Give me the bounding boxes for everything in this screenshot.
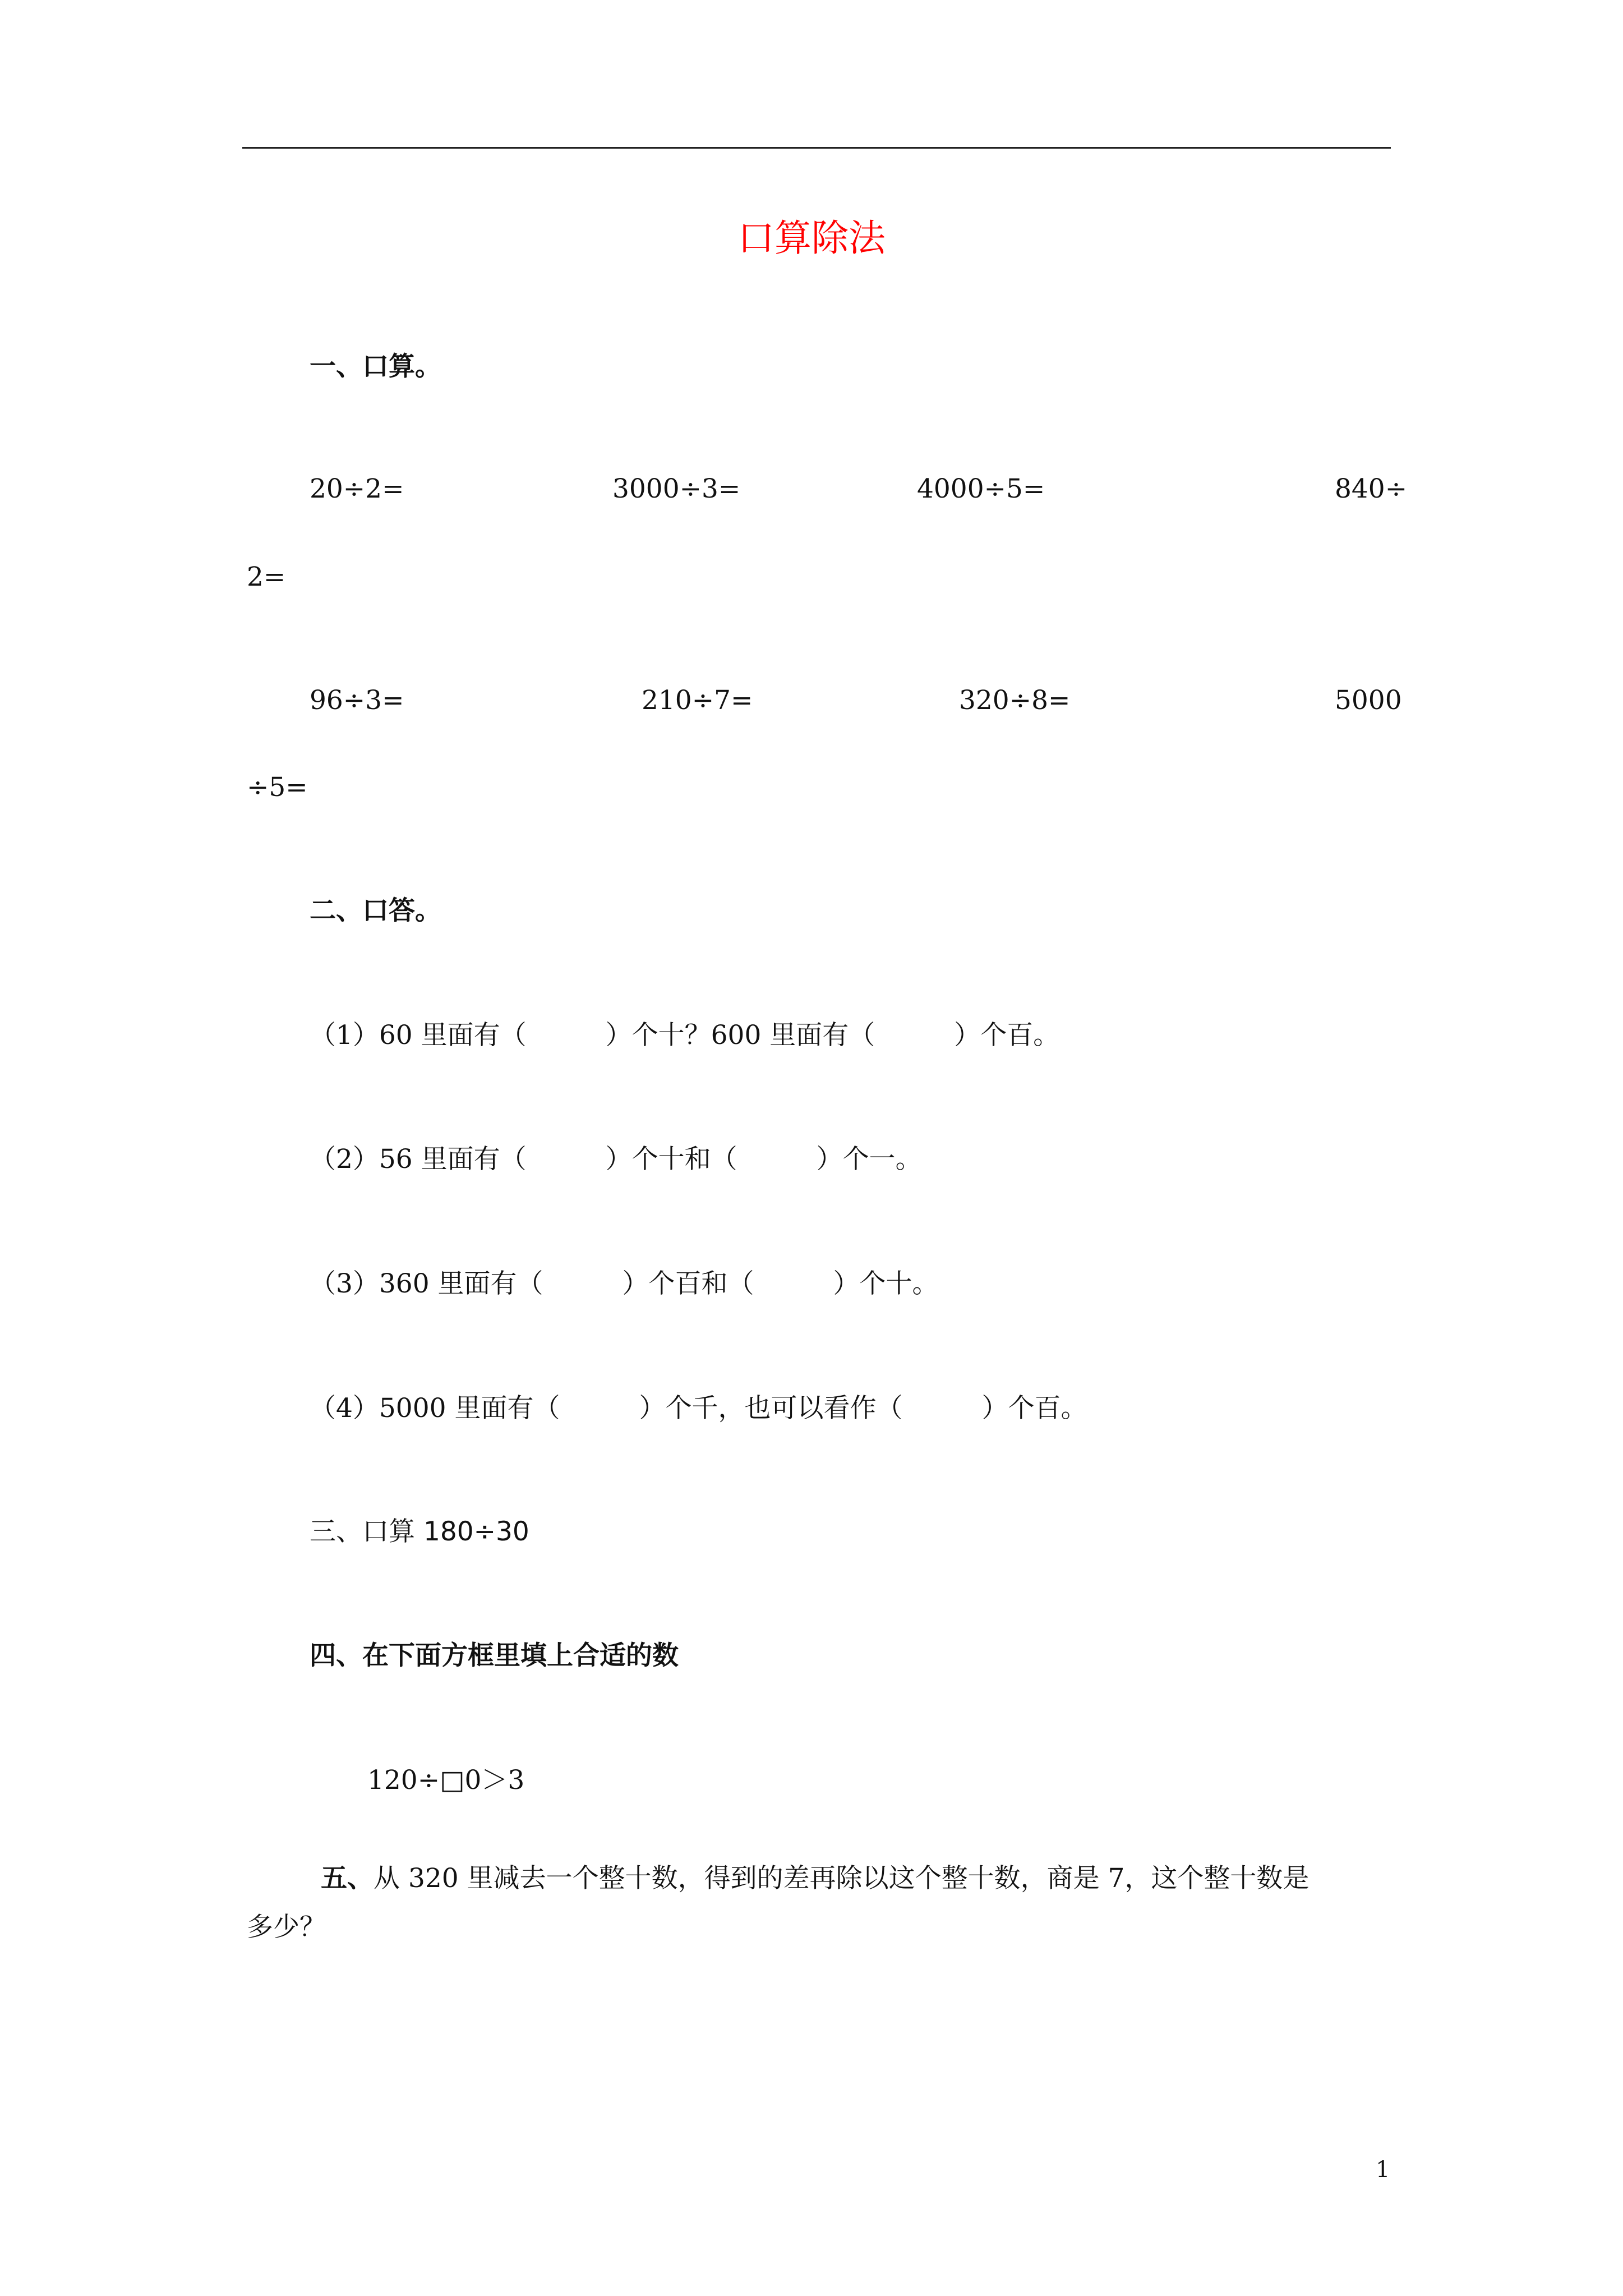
calc-3000-div-3: 3000÷3= [612, 473, 741, 504]
question-1: （1）60 里面有（ ）个十？600 里面有（ ）个百。 [310, 1020, 1060, 1051]
calc-4000-div-5: 4000÷5= [917, 473, 1045, 504]
section-5-text: 从 320 里减去一个整十数，得到的差再除以这个整十数，商是 7，这个整十数是 [374, 1863, 1310, 1894]
section-5-heading: 五、 [321, 1863, 374, 1894]
calc-840-div-2-part1: 840÷ [1335, 473, 1408, 504]
question-3: （3）360 里面有（ ）个百和（ ）个十。 [310, 1268, 939, 1299]
page-title: 口算除法 [737, 217, 886, 260]
section-5-line-2: 多少？ [247, 1912, 326, 1943]
question-4: （4）5000 里面有（ ）个千，也可以看作（ ）个百。 [310, 1393, 1087, 1424]
section-3-heading: 三、口算 180÷30 [310, 1516, 529, 1547]
section-4-heading: 四、在下面方框里填上合适的数 [310, 1640, 679, 1671]
inequality-expression: 120÷□0＞3 [367, 1765, 525, 1796]
page-number: 1 [1376, 2157, 1390, 2183]
calc-96-div-3: 96÷3= [310, 685, 404, 716]
calc-20-div-2: 20÷2= [310, 473, 404, 504]
section-2-heading: 二、口答。 [310, 895, 441, 926]
calc-5000-div-5-part2: ÷5= [247, 772, 308, 803]
calc-5000-div-5-part1: 5000 [1335, 685, 1402, 716]
calc-210-div-7: 210÷7= [642, 685, 753, 716]
section-5-line-1 [321, 1865, 1309, 1892]
header-rule [242, 147, 1391, 149]
section-1-heading: 一、口算。 [310, 351, 441, 382]
calc-320-div-8: 320÷8= [959, 685, 1071, 716]
question-2: （2）56 里面有（ ）个十和（ ）个一。 [310, 1144, 922, 1175]
calc-840-div-2-part2: 2= [247, 562, 286, 592]
